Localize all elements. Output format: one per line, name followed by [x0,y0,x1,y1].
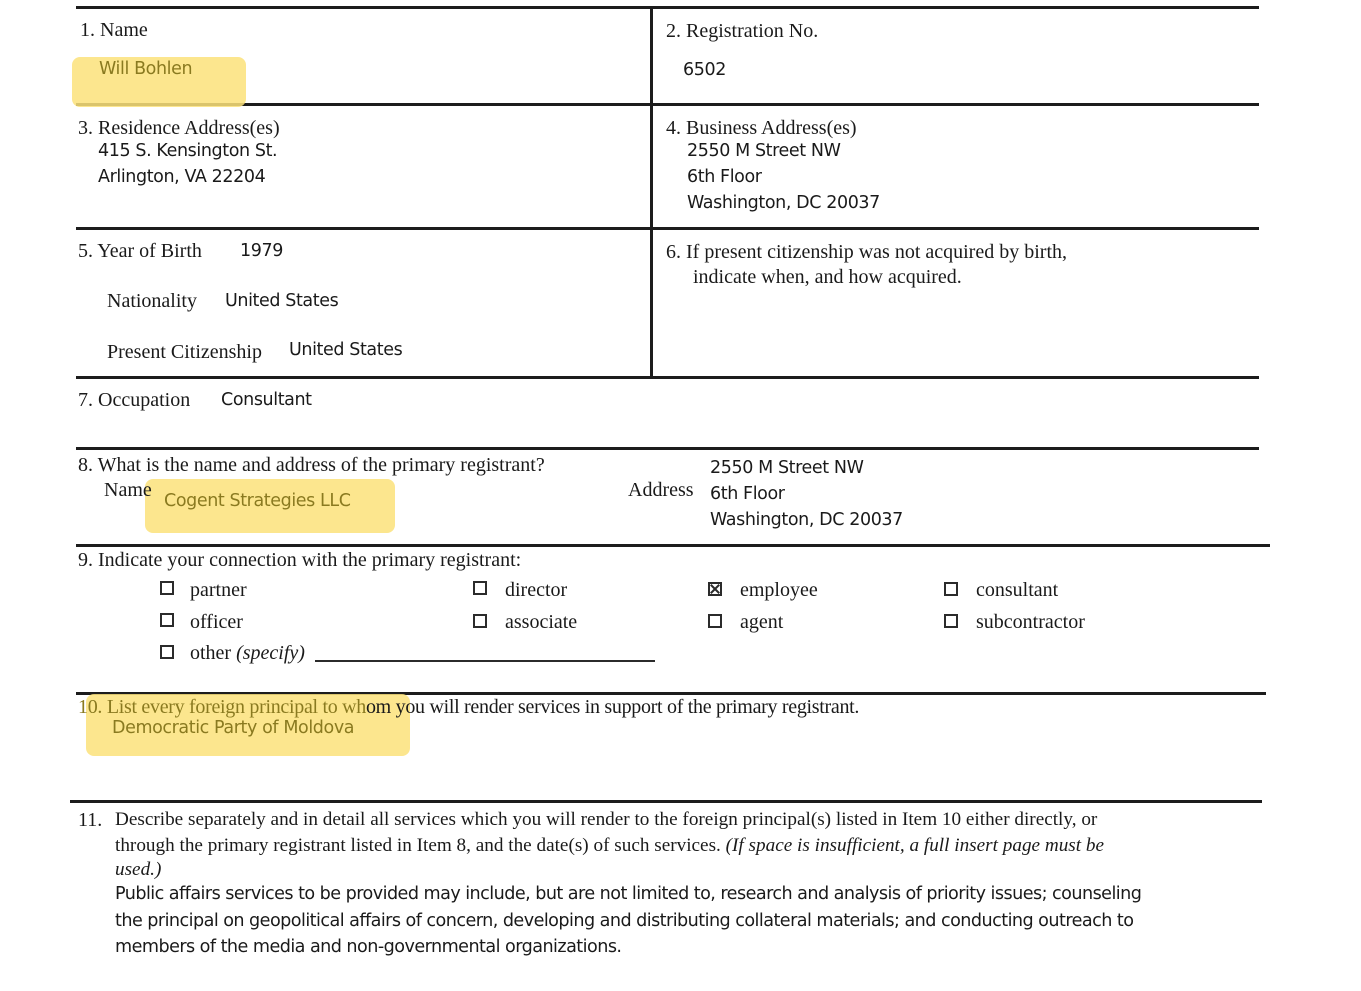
item11-question-line1: Describe separately and in detail all services which you will render to the foreign principal(s) listed in Item 10 either directly, or [115,809,1098,830]
item10-question-rest: om you will render services in support of the primary registrant. [365,696,860,718]
item5-label: 5. Year of Birth [78,240,202,262]
checkbox-label-associate: associate [505,611,578,633]
checkbox-other[interactable] [160,645,174,659]
citizenship-value: United States [289,340,403,360]
item9-question: 9. Indicate your connection with the primary registrant: [78,549,522,571]
item1-name-value: Will Bohlen [99,59,193,79]
rule-after-item3 [76,227,1259,230]
item1-label: 1. Name [80,19,148,41]
rule-after-item1 [76,103,1259,106]
item4-label: 4. Business Address(es) [666,117,857,139]
rule-after-item10 [70,800,1262,803]
checkbox-label-employee: employee [740,579,818,601]
item11-question-line2-plain: through the primary registrant listed in Item 8, and the date(s) of such services. [115,835,721,856]
nationality-value: United States [225,291,339,311]
item7-occupation-value: Consultant [221,390,312,410]
item5-year-value: 1979 [240,241,283,261]
item11-answer-line: members of the media and non-governmental organizations. [115,937,622,957]
item8-address-line: Washington, DC 20037 [710,510,903,530]
item11-question-line2-italic: (If space is insufficient, a full insert page must be [725,835,1105,856]
checkbox-label-agent: agent [740,611,784,633]
checkbox-employee[interactable] [708,582,722,596]
checkbox-subcontractor[interactable] [944,614,958,628]
checkbox-label-director: director [505,579,568,601]
rule-after-item8 [76,544,1270,547]
item8-address-line: 6th Floor [710,484,785,504]
checkbox-label-consultant: consultant [976,579,1059,601]
item11-answer-line: Public affairs services to be provided may include, but are not limited to, research and analysis of priority issues; counseling [115,884,1142,904]
item10-foreign-principal-value: Democratic Party of Moldova [112,718,355,738]
item10-number: 10. [78,696,103,718]
checkbox-agent[interactable] [708,614,722,628]
item6-question-line: indicate when, and how acquired. [693,266,962,288]
item7-label: 7. Occupation [78,389,191,411]
checkbox-officer[interactable] [160,613,174,627]
checkbox-partner[interactable] [160,581,174,595]
nationality-label: Nationality [107,290,197,312]
item3-label: 3. Residence Address(es) [78,117,280,139]
item8-name-label: Name [104,479,152,501]
other-label: other [190,642,232,664]
checkbox-label-subcontractor: subcontractor [976,611,1085,633]
checkbox-director[interactable] [473,581,487,595]
rule-after-item7 [76,447,1259,450]
column-divider [650,6,653,378]
item6-question-line: 6. If present citizenship was not acquired by birth, [666,241,1067,263]
other-specify-label: (specify) [236,642,305,664]
item3-address-line: Arlington, VA 22204 [98,167,266,187]
item3-address-line: 415 S. Kensington St. [98,141,278,161]
item8-address-line: 2550 M Street NW [710,458,864,478]
checkbox-label-partner: partner [190,579,247,601]
other-specify-field[interactable] [315,660,655,662]
checkbox-label-other [190,641,305,665]
checkbox-label-officer: officer [190,611,243,633]
item4-address-line: 6th Floor [687,167,762,187]
item11-number: 11. [78,809,103,831]
item8-address-label: Address [628,479,694,501]
citizenship-label: Present Citizenship [107,341,262,363]
checkbox-associate[interactable] [473,614,487,628]
item4-address-line: 2550 M Street NW [687,141,841,161]
item2-registration-value: 6502 [683,60,726,80]
item11-answer-line: the principal on geopolitical affairs of concern, developing and distributing collateral materials; and conducting outreach to [115,911,1134,931]
item2-label: 2. Registration No. [666,20,819,42]
checkbox-consultant[interactable] [944,582,958,596]
item10-question-highlighted: List every foreign principal to wh [106,696,366,718]
item8-question: 8. What is the name and address of the primary registrant? [78,454,545,476]
rule-after-item5 [76,376,1259,379]
item4-address-line: Washington, DC 20037 [687,193,880,213]
rule-top [76,6,1259,9]
item11-question-line3: used.) [115,859,162,880]
item8-registrant-name: Cogent Strategies LLC [164,491,351,511]
item11-question-line2 [115,834,1104,858]
